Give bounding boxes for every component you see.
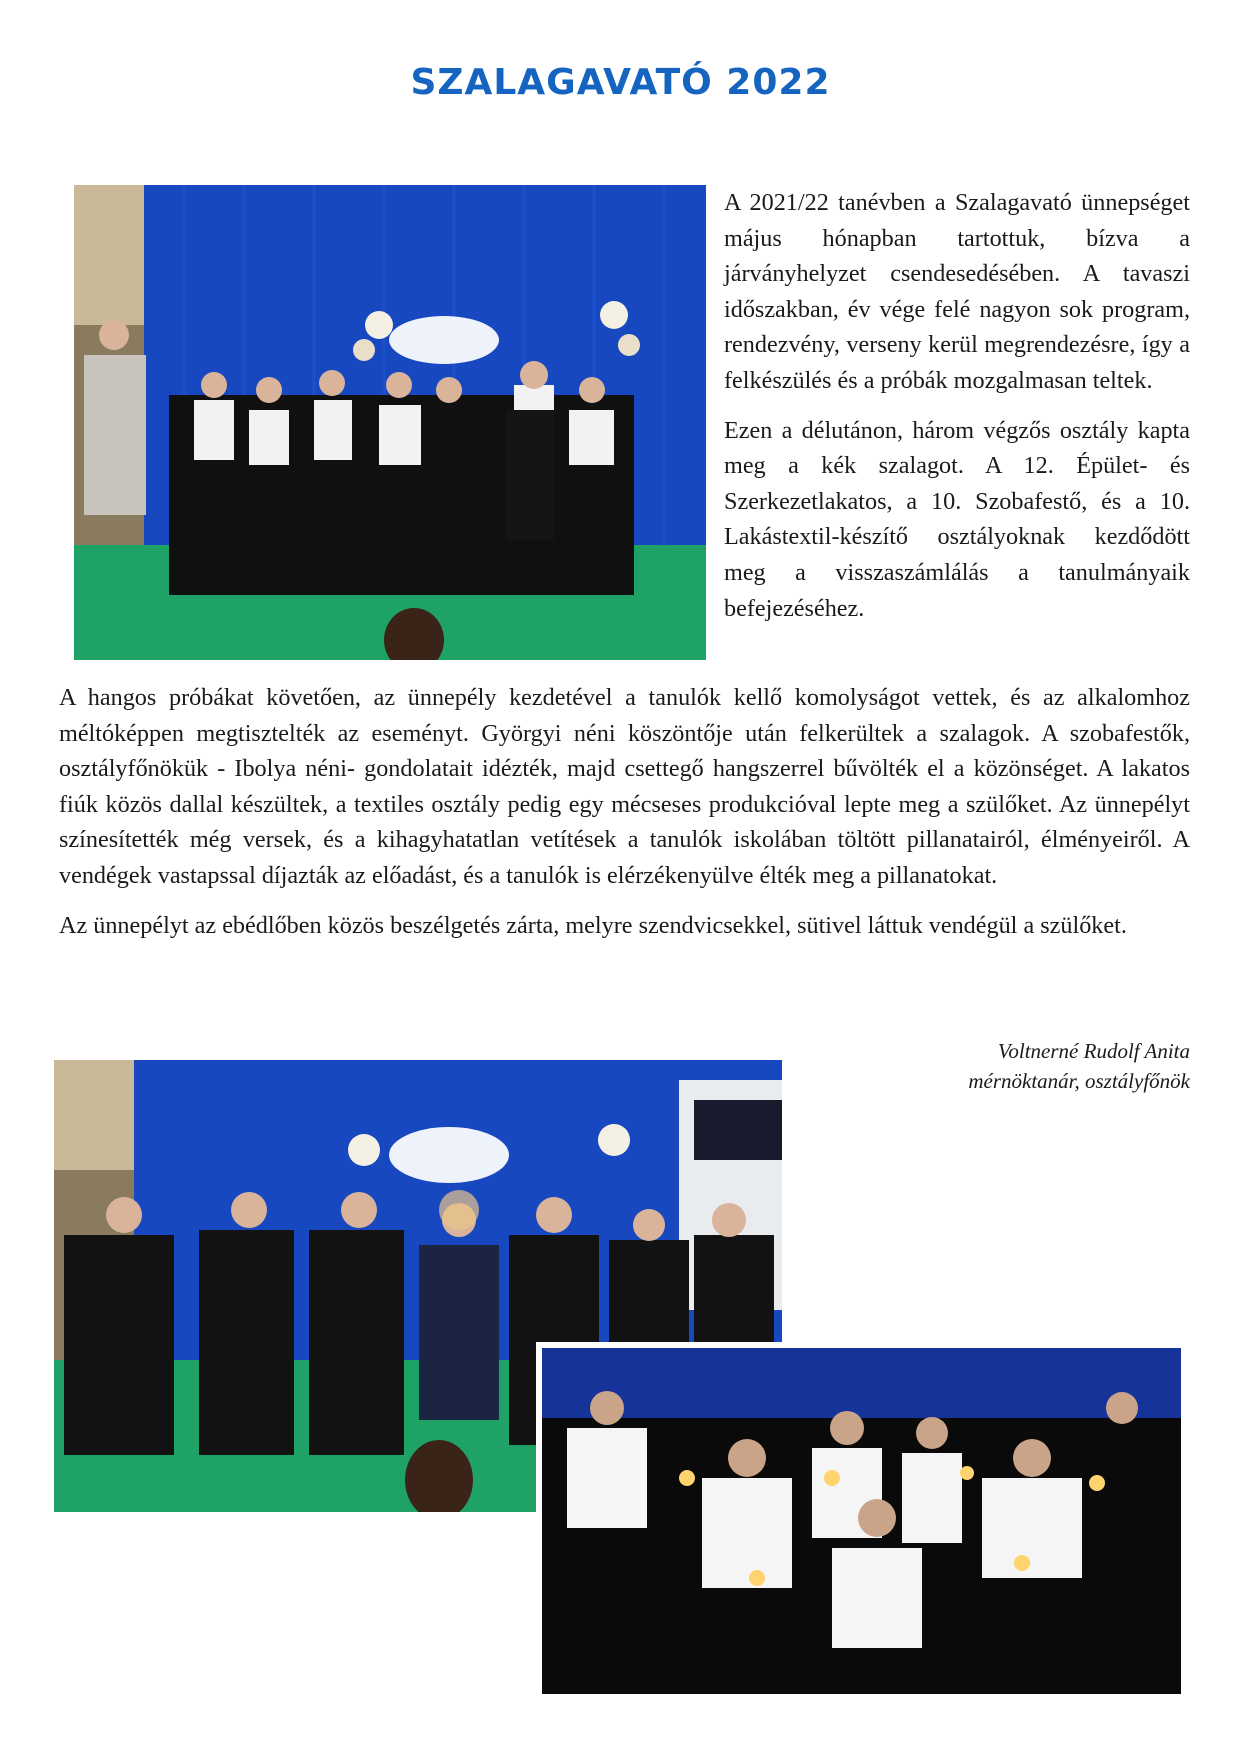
signature <box>968 1036 1190 1096</box>
intro-paragraph-2: Ezen a délutánon, három végzős osztály kapta meg a kék szalagot. A 12. Épület- és Szerkezetlakatos, a 10. Szobafestő, és a 10. Lakástextil-készítő osztályoknak kezdődött meg a visszaszámlálás a tanulmányaik befejezéséhez. <box>724 416 1190 622</box>
photo-ceremony-speech <box>74 185 706 660</box>
body-paragraph-1: A hangos próbákat követően, az ünnepély kezdetével a tanulók kellő komolyságot vettek, és az alkalomhoz méltóképpen megtisztelték az eseményt. Györgyi néni köszöntője után felkerültek a szalagok. A szobafestők, osztályfőnökük - Ibolya néni- gondolatait idézték, majd csettegő hangszerrel bűvölték el a közönséget. A lakatos fiúk közös dallal készültek, a textiles osztály pedig egy mécseses produkcióval lepte meg a szülőket. Az ünnepélyt színesítették még versek, és a kihagyhatatlan vetítések a tanulók iskolában töltött pillanatairól, élményeiről. A vendégek vastapssal díjazták az előadást, és a tanulók is elérzékenyülve élték meg a pillanatokat. <box>59 684 1190 889</box>
body-paragraph-2: Az ünnepélyt az ebédlőben közös beszélgetés zárta, melyre szendvicsekkel, sütivel láttuk vendégül a szülőket. <box>59 911 1127 939</box>
intro-paragraph-1: A 2021/22 tanévben a Szalagavató ünnepséget május hónapban tartottuk, bízva a járványhelyzet csendesedésében. A tavaszi időszakban, év vége felé nagyon sok program, rendezvény, verseny kerül megrendezésre, így a felkészülés és a próbák mozgalmasan teltek. <box>724 189 1190 394</box>
signature-role: mérnöktanár, osztályfőnök <box>968 1069 1190 1093</box>
signature-name: Voltnerné Rudolf Anita <box>997 1039 1190 1063</box>
page-title: SZALAGAVATÓ 2022 <box>410 62 831 103</box>
photo-candle-performance <box>536 1342 1187 1700</box>
intro-text <box>724 185 1190 640</box>
body-text <box>59 680 1190 957</box>
